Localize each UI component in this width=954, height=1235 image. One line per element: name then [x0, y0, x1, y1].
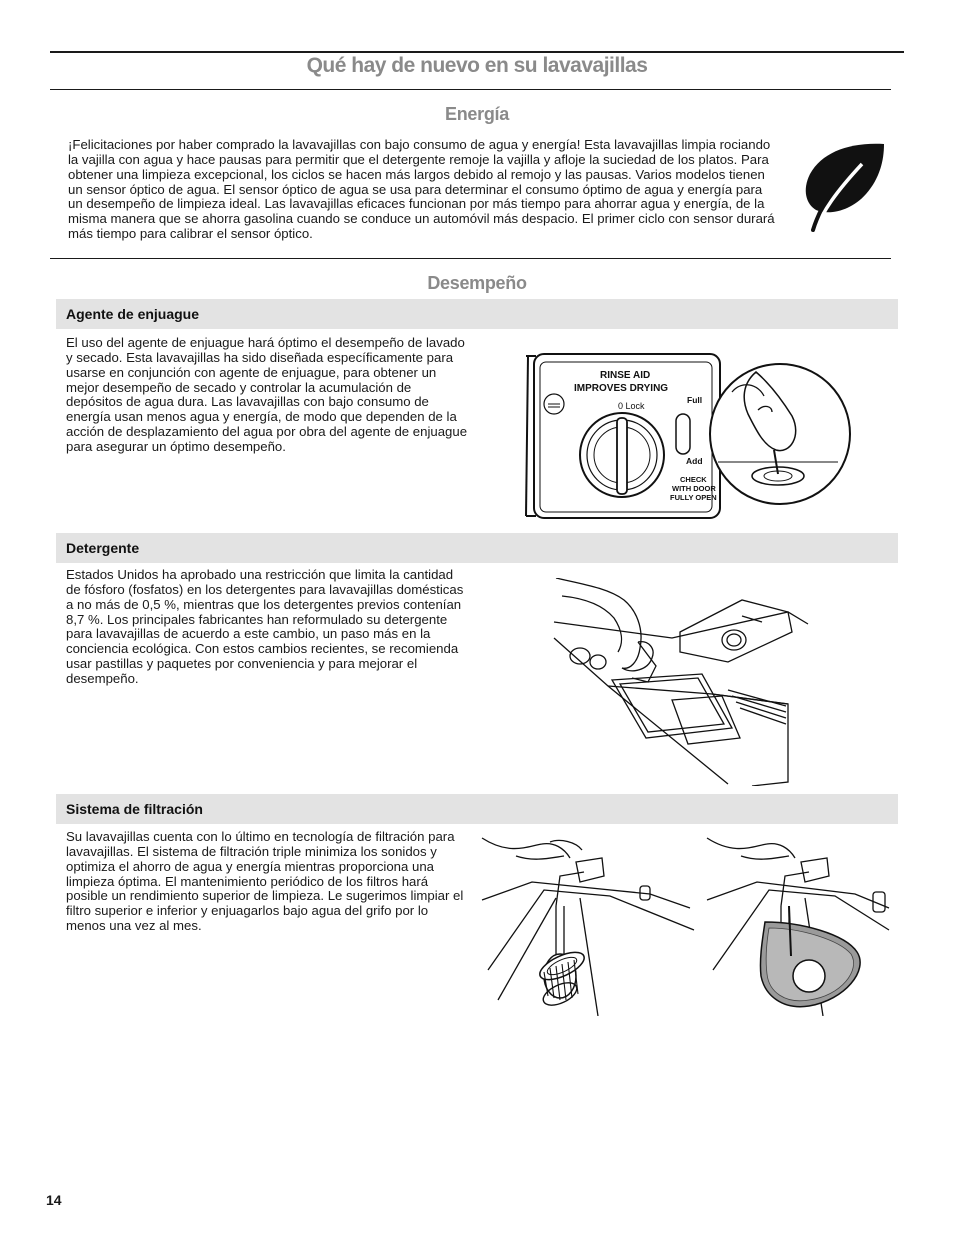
energy-heading: Energía	[445, 104, 509, 124]
lower-filter-illustration	[705, 836, 890, 1016]
add-label: Add	[686, 456, 703, 466]
page-number: 14	[46, 1192, 62, 1208]
filtration-text: Su lavavajillas cuenta con lo último en tecnología de filtración para lavavajillas. El sistema de filtración triple minimiza los sonidos y optimiza el ahorro de agua y energía mientras proporciona una limpieza óptima. El mantenimiento periódico de los filtros hará posible un rendimiento superior de limpieza. Le sugerimos limpiar el filtro superior e inferior y enjuagarlos bajo agua del grifo por lo menos una vez al mes.	[66, 829, 464, 934]
rinse-aid-dispenser-illustration	[520, 350, 855, 522]
upper-filter-illustration	[480, 836, 695, 1016]
full-label: Full	[687, 395, 703, 405]
detergent-dispenser-illustration	[552, 578, 812, 786]
filtration-bar	[56, 794, 898, 824]
page-title: Qué hay de nuevo en su lavavajillas	[306, 54, 648, 77]
performance-heading: Desempeño	[427, 273, 527, 293]
detergent-heading: Detergente	[66, 540, 140, 556]
rinse-aid-heading: Agente de enjuague	[66, 306, 200, 322]
rinse-aid-text: El uso del agente de enjuague hará óptimo el desempeño de lavado y secado. Esta lavavajillas ha sido diseñada específicamente para usarse en conjunción con agente de enjuague, para obtener un mejor desempeño de secado y controlar la acumulación de depósitos de agua dura. Las lavavajillas con bajo consumo de energía usan menos agua y energía, de modo que dependen de la acción de desplazamiento del agua por obra del agente de enjuague para asegurar un óptimo desempeño.	[66, 335, 468, 454]
filtration-heading: Sistema de filtración	[66, 801, 203, 817]
check-label-1: CHECK	[680, 475, 707, 484]
energy-text: ¡Felicitaciones por haber comprado la lavavajillas con bajo consumo de agua y energía! Esta lavavajillas limpia rociando la vajilla con agua y hace pausas para permitir que el detergente remoje la vajilla y afloje la suciedad de los platos. Para obtener una limpieza excepcional, los ciclos se hacen más largos debido al remojo y las pausas. Varios modelos tienen un sensor óptico de agua. El sensor óptico de agua se usa para determinar el consumo óptimo de agua y energía para un desempeño de limpieza ideal. Las lavavajillas eficaces funcionan por más tiempo para ahorrar agua y energía, de la misma manera que se ahorra gasolina cuando se conduce un automóvil más despacio. El primer ciclo con sensor durará más tiempo para calibrar el sensor óptico.	[68, 137, 775, 242]
top-rule	[50, 51, 904, 53]
rinse-aid-bar	[56, 299, 898, 329]
leaf-icon	[800, 140, 890, 232]
title-rule	[50, 89, 891, 90]
rinse-aid-label-1: RINSE AID	[600, 370, 651, 381]
detergent-text: Estados Unidos ha aprobado una restricción que limita la cantidad de fósforo (fosfatos) en los detergentes para lavavajillas domésticas a no más de 0,5 %, mientras que los detergentes previos contenían 8,7 %. Los principales fabricantes han reformulado su detergente para lavavajillas de acuerdo a este cambio, un paso más en la conciencia ecológica. Con estos cambios recientes, se recomienda usar pastillas y paquetes por conveniencia y para mejorar el desempeño.	[66, 567, 464, 686]
lock-label: 0 Lock	[618, 401, 645, 411]
energy-rule	[50, 258, 891, 259]
check-label-3: FULLY OPEN	[670, 493, 717, 502]
check-label-2: WITH DOOR	[672, 484, 716, 493]
detergent-bar	[56, 533, 898, 563]
rinse-aid-label-2: IMPROVES DRYING	[574, 383, 669, 394]
